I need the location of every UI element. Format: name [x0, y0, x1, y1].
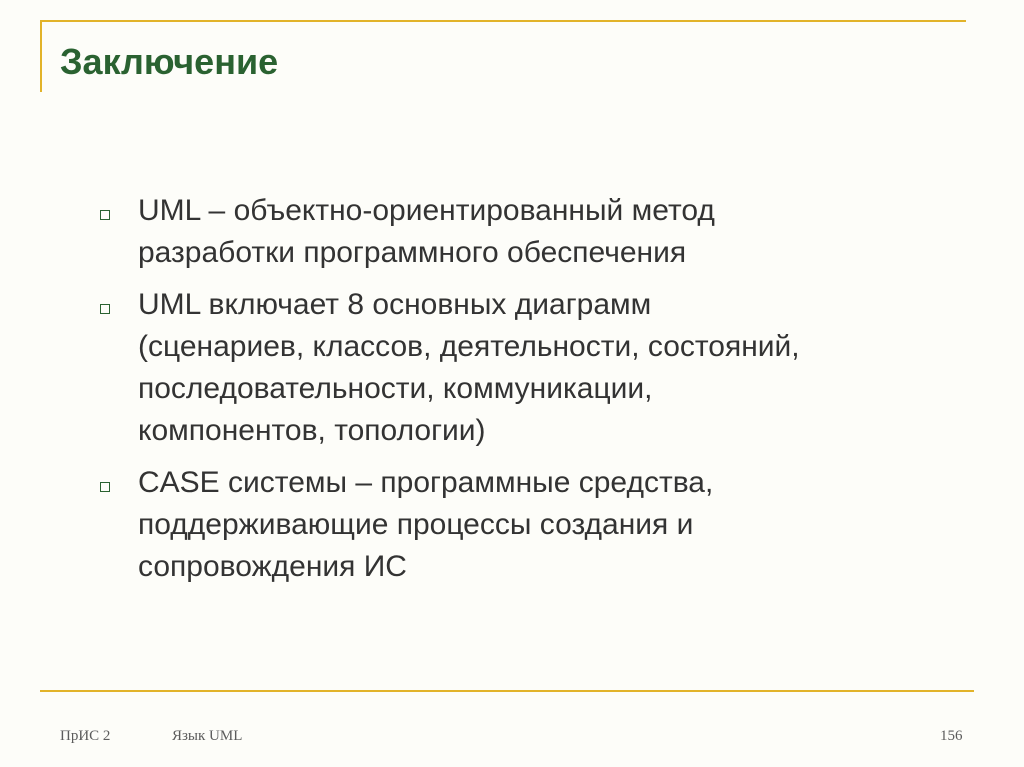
bullet-item	[98, 190, 978, 274]
left-rule	[40, 20, 42, 92]
bullet-line: разработки программного обеспечения	[138, 236, 687, 269]
bottom-rule	[40, 690, 974, 692]
square-bullet-icon	[100, 210, 110, 220]
square-bullet-icon	[100, 304, 110, 314]
top-rule	[40, 20, 966, 22]
bullet-line: последовательности, коммуникации,	[138, 372, 653, 405]
slide-title: Заключение	[60, 41, 279, 82]
bullet-list	[98, 190, 978, 598]
bullet-line: компонентов, топологии)	[138, 414, 486, 447]
bullet-item	[98, 462, 978, 588]
bullet-line: поддерживающие процессы создания и	[138, 508, 694, 541]
square-bullet-icon	[100, 482, 110, 492]
footer-course: ПрИС 2	[60, 728, 111, 744]
bullet-item	[98, 284, 978, 452]
page-number: 156	[940, 728, 963, 744]
bullet-line: UML – объектно-ориентированный метод	[138, 194, 715, 227]
bullet-line: CASE системы – программные средства,	[138, 466, 714, 499]
bullet-line: сопровождения ИС	[138, 550, 407, 583]
bullet-line: UML включает 8 основных диаграмм	[138, 288, 652, 321]
bullet-line: (сценариев, классов, деятельности, состояний,	[138, 330, 800, 363]
footer-topic: Язык UML	[172, 728, 243, 744]
